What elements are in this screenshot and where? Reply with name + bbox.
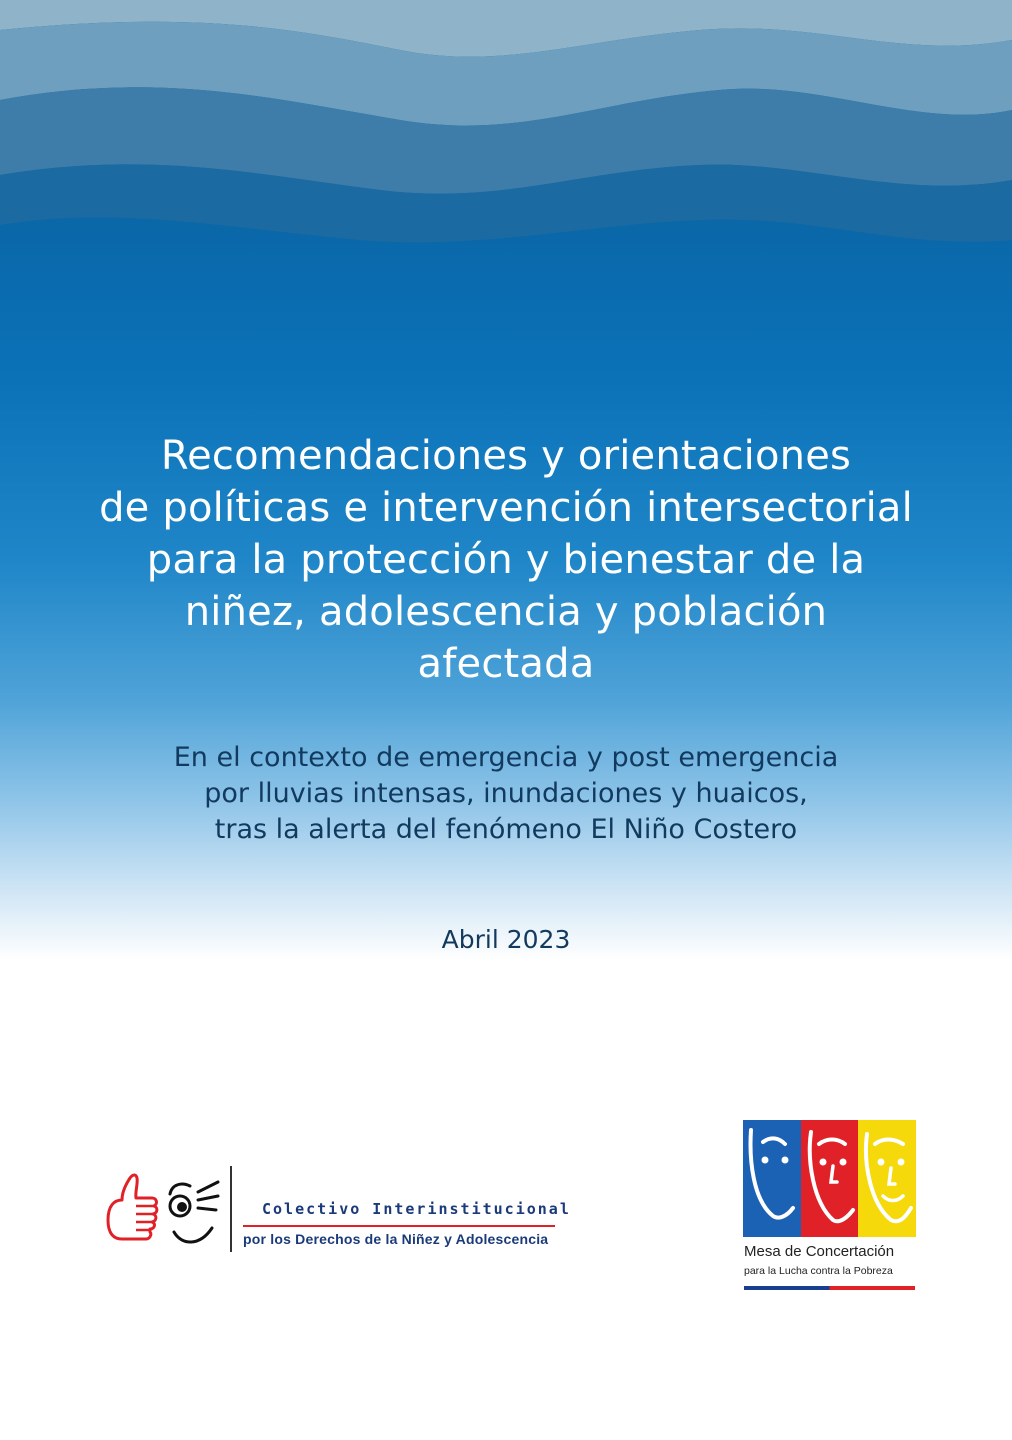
title-line: para la protección y bienestar de la (146, 537, 866, 583)
title-line: Recomendaciones y orientaciones (160, 433, 852, 479)
subtitle-line: tras la alerta del fenómeno El Niño Costero (214, 814, 798, 845)
thumbs-up-icon (100, 1162, 230, 1257)
colectivo-logo (100, 1162, 570, 1262)
colectivo-rule (243, 1225, 555, 1227)
title-line: niñez, adolescencia y población (184, 589, 828, 635)
mesa-name: Mesa de Concertación (744, 1243, 895, 1260)
logo-divider (230, 1166, 232, 1252)
document-subtitle (60, 740, 952, 848)
subtitle-line: por lluvias intensas, inundaciones y huaicos, (204, 778, 808, 809)
winking-face-icon (170, 1182, 218, 1242)
mesa-rule (744, 1286, 915, 1290)
document-title (40, 430, 972, 690)
colectivo-tagline: por los Derechos de la Niñez y Adolescencia (243, 1231, 549, 1247)
title-line: afectada (417, 641, 595, 687)
title-line: de políticas e intervención intersectorial (99, 485, 913, 531)
mesa-tagline: para la Lucha contra la Pobreza (744, 1265, 893, 1277)
three-faces-icon (743, 1120, 916, 1237)
subtitle-line: En el contexto de emergencia y post emergencia (173, 742, 839, 773)
mesa-logo (743, 1120, 918, 1295)
colectivo-name: Colectivo Interinstitucional (262, 1200, 571, 1218)
wave-pattern (0, 0, 1012, 260)
publication-date: Abril 2023 (441, 925, 571, 954)
